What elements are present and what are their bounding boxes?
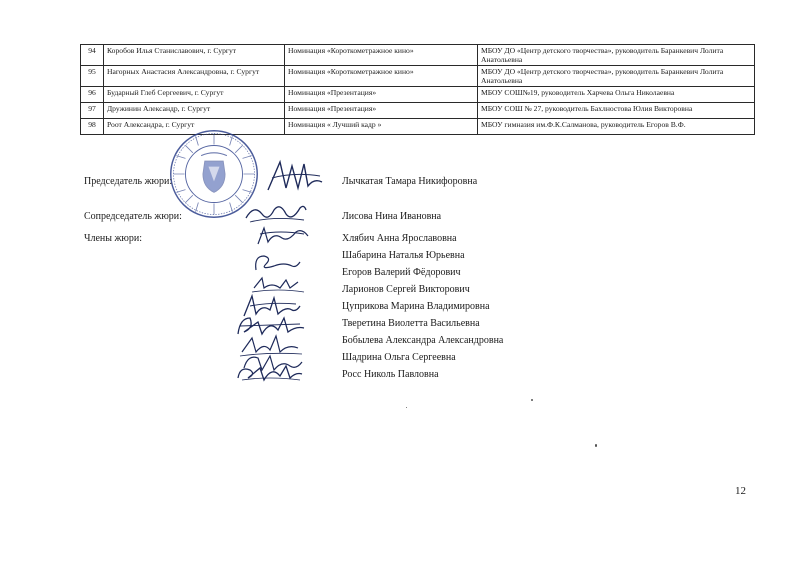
official-seal-stamp — [168, 128, 260, 220]
jury-member: Егоров Валерий Фёдорович — [342, 267, 461, 278]
nomination: Номинация «Короткометражное кино» — [285, 66, 478, 87]
participant-name: Бударный Глеб Сергеевич, г. Сургут — [104, 87, 285, 103]
member-signature — [240, 350, 304, 376]
school-supervisor: МБОУ ДО «Центр детского творчества», руководитель Баранкевич Лолита Анатольевна — [478, 66, 755, 87]
member-signature — [250, 250, 302, 274]
member-signature — [254, 224, 312, 248]
member-signature — [234, 312, 306, 340]
participant-name: Роот Александра, г. Сургут — [104, 119, 285, 135]
nomination: Номинация «Короткометражное кино» — [285, 45, 478, 66]
participant-name: Дружинин Александр, г. Сургут — [104, 103, 285, 119]
chair-name: Лычкатая Тамара Никифоровна — [342, 176, 478, 187]
nomination: Номинация «Презентация» — [285, 87, 478, 103]
jury-member: Тверетина Виолетта Васильевна — [342, 318, 480, 329]
cochair-name: Лисова Нина Ивановна — [342, 211, 442, 222]
nomination: Номинация « Лучший кадр » — [285, 119, 478, 135]
scan-speck — [531, 399, 533, 401]
jury-member: Цуприкова Марина Владимировна — [342, 301, 490, 312]
jury-member: Хлябич Анна Ярославовна — [342, 233, 457, 244]
members-label: Члены жюри: — [84, 233, 143, 244]
member-signature — [238, 332, 304, 358]
cochair-label: Сопредседатель жюри: — [84, 211, 182, 222]
nomination: Номинация «Презентация» — [285, 103, 478, 119]
school-supervisor: МБОУ СОШ№19, руководитель Харчева Ольга Николаевна — [478, 87, 755, 103]
jury-member: Шабарина Наталья Юрьевна — [342, 250, 465, 261]
row-number: 94 — [81, 45, 104, 66]
jury-member: Бобылева Александра Александровна — [342, 335, 504, 346]
table-row — [81, 103, 755, 119]
row-number: 97 — [81, 103, 104, 119]
chair-signature — [264, 158, 324, 196]
participant-name: Нагорных Анастасия Александровна, г. Сургут — [104, 66, 285, 87]
jury-member: Ларионов Сергей Викторович — [342, 284, 470, 295]
chair-label: Председатель жюри: — [84, 176, 173, 187]
table-row — [81, 66, 755, 87]
school-supervisor: МБОУ гимназия им.Ф.К.Салманова, руководитель Егоров В.Ф. — [478, 119, 755, 135]
participant-name: Коробов Илья Станиславович, г. Сургут — [104, 45, 285, 66]
school-supervisor: МБОУ ДО «Центр детского творчества», руководитель Баранкевич Лолита Анатольевна — [478, 45, 755, 66]
row-number: 96 — [81, 87, 104, 103]
member-signature — [250, 272, 306, 294]
school-supervisor: МБОУ СОШ № 27, руководитель Бахлностова Юлия Викторовна — [478, 103, 755, 119]
member-signature — [240, 292, 302, 320]
scan-speck — [406, 407, 407, 408]
page-number: 12 — [735, 485, 746, 497]
table-row — [81, 87, 755, 103]
jury-member: Шадрина Ольга Сергеевна — [342, 352, 456, 363]
jury-member: Росс Николь Павловна — [342, 369, 439, 380]
row-number: 95 — [81, 66, 104, 87]
row-number: 98 — [81, 119, 104, 135]
scan-speck — [595, 444, 597, 447]
member-signature — [234, 360, 304, 384]
table-row — [81, 45, 755, 66]
results-table — [80, 44, 755, 135]
